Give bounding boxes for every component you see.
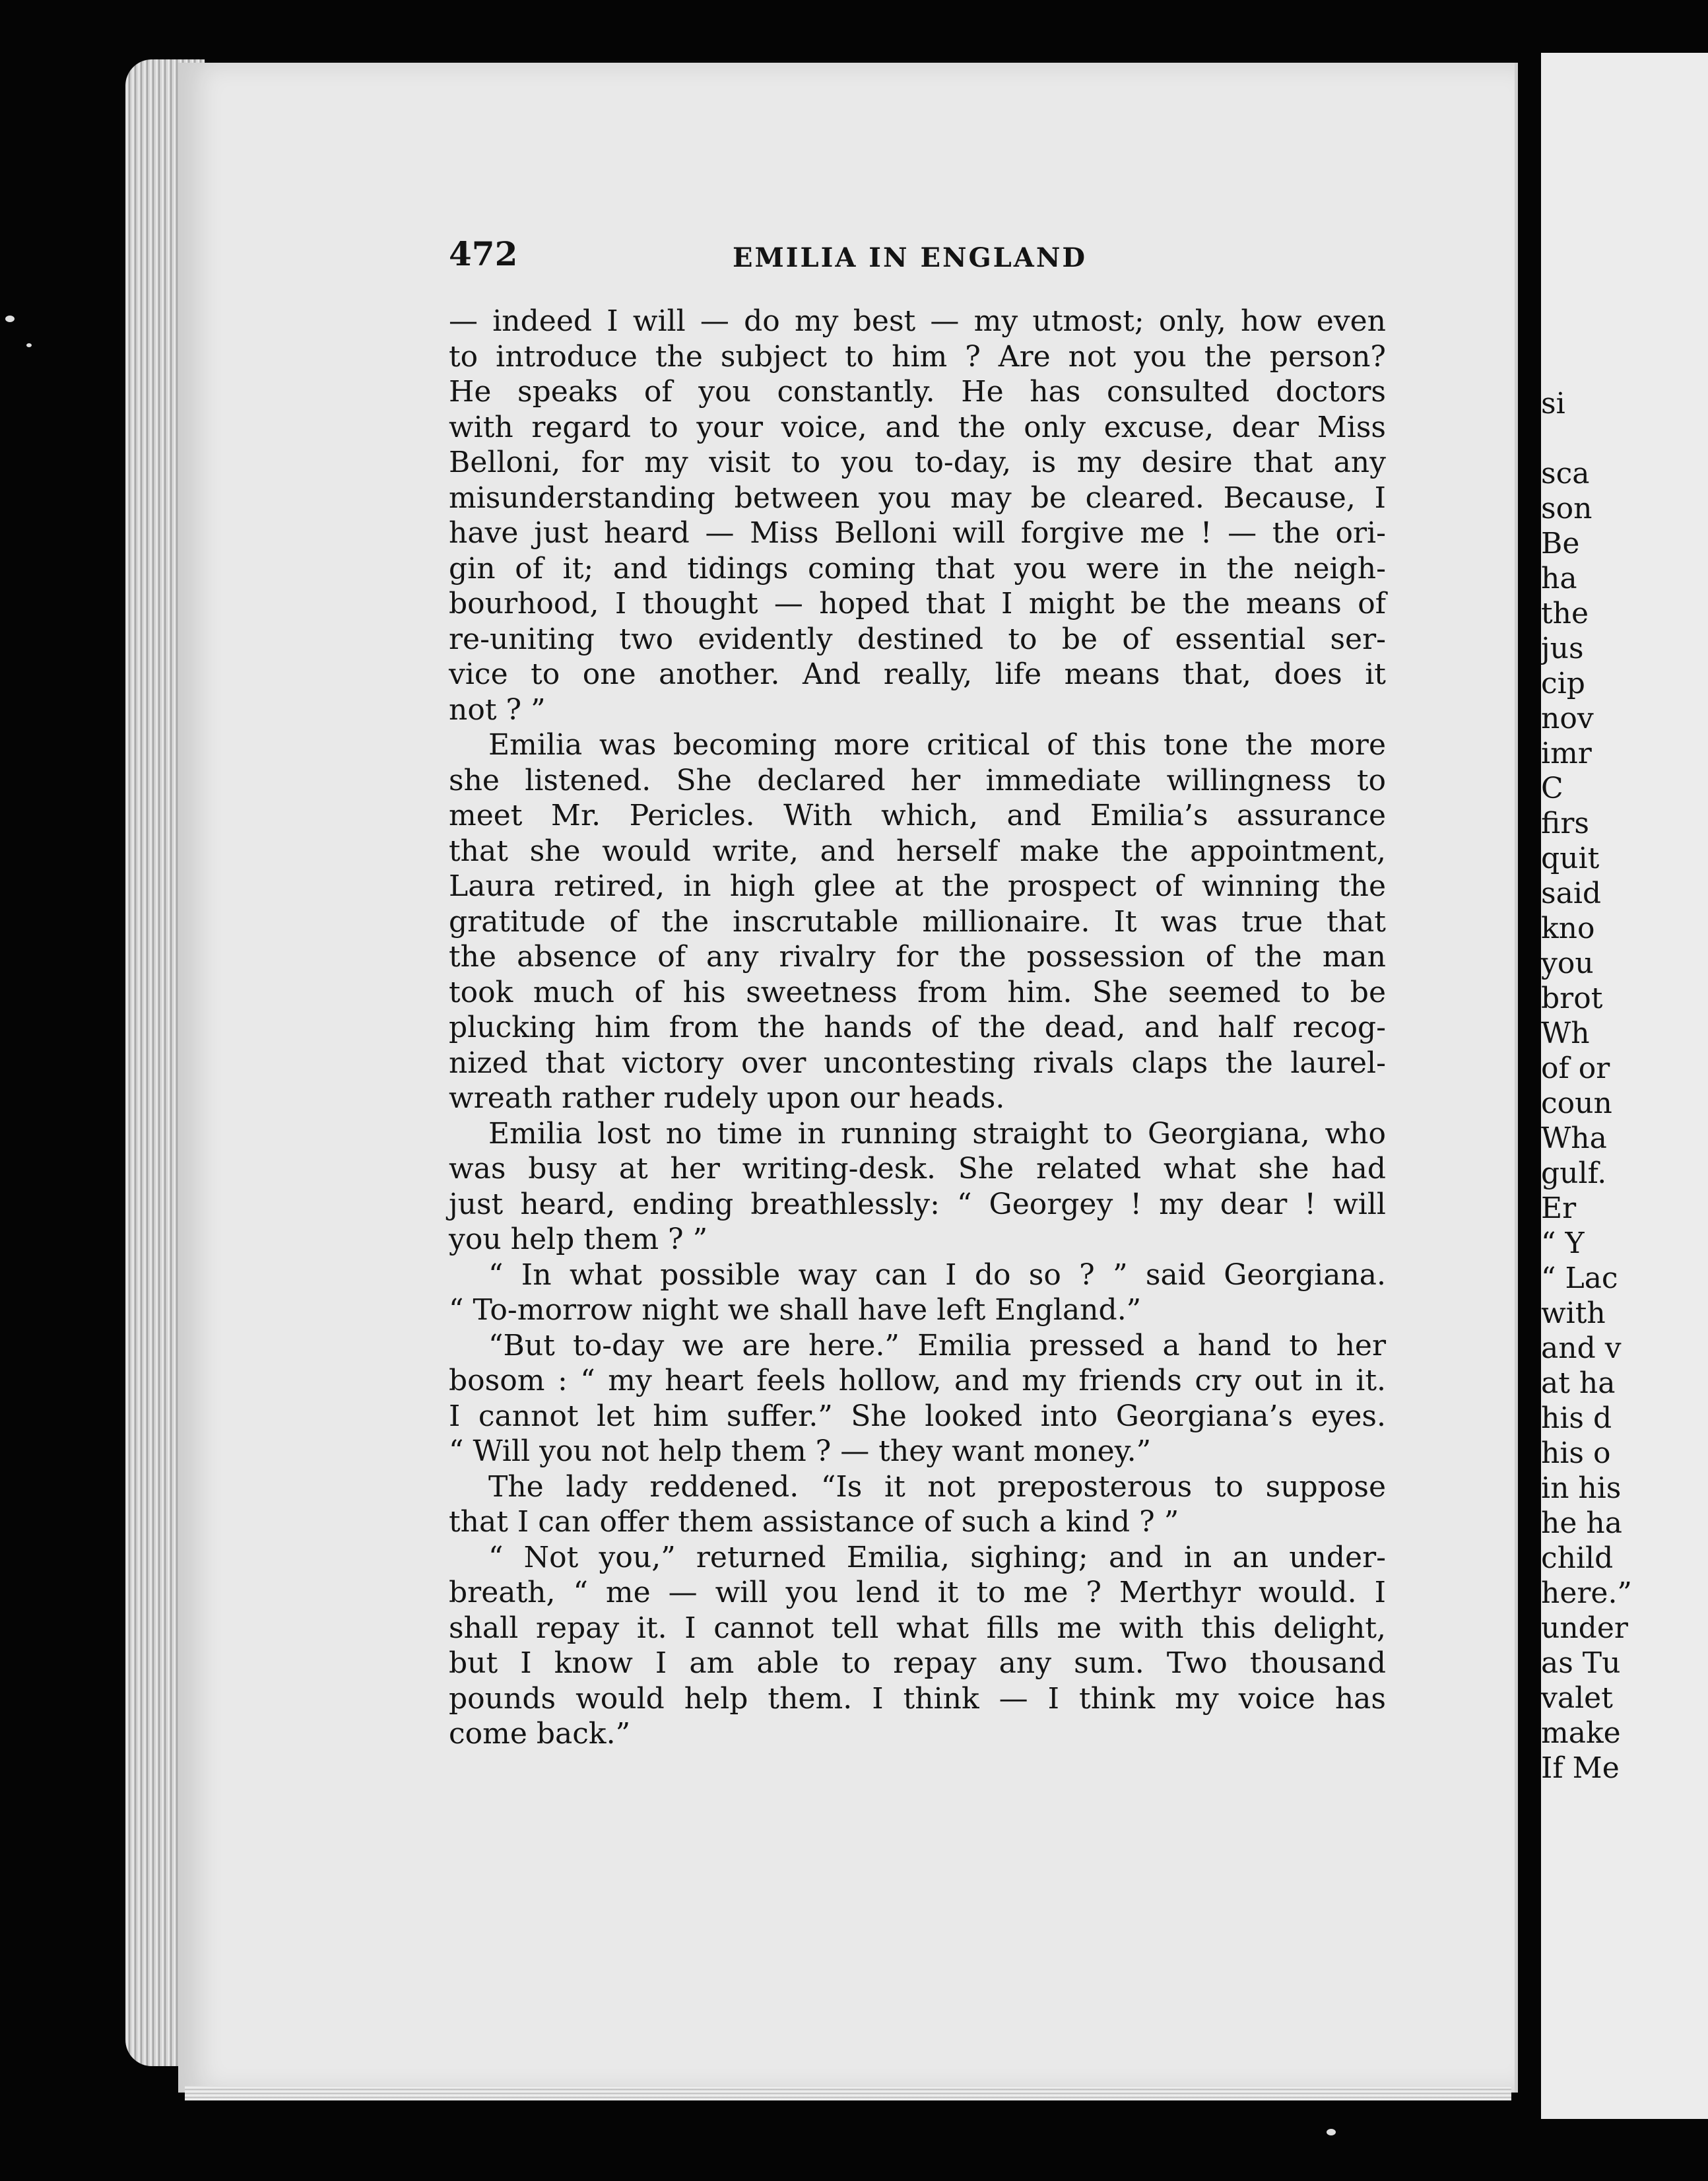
text-line: bourhood, I thought — hoped that I might be the means of bbox=[449, 587, 1386, 621]
facing-text-line: and v bbox=[1541, 1331, 1622, 1365]
text-line: the absence of any rivalry for the possession of the man bbox=[449, 940, 1386, 974]
facing-text-line: firs bbox=[1541, 807, 1589, 840]
text-line: shall repay it. I cannot tell what fills me with this delight, bbox=[449, 1611, 1386, 1645]
facing-text-line: Wha bbox=[1541, 1122, 1607, 1155]
text-line: took much of his sweetness from him. She seemed to be bbox=[449, 975, 1386, 1009]
text-line: The lady reddened. “Is it not preposterous to suppose bbox=[488, 1469, 1386, 1504]
facing-text-line: his d bbox=[1541, 1401, 1612, 1435]
facing-text-line: coun bbox=[1541, 1087, 1612, 1120]
page-number: 472 bbox=[449, 234, 518, 273]
text-line: vice to one another. And really, life means that, does it bbox=[449, 657, 1386, 691]
facing-text-line: as Tu bbox=[1541, 1646, 1621, 1680]
facing-text-line: Er bbox=[1541, 1191, 1577, 1225]
facing-text-line: cip bbox=[1541, 667, 1585, 700]
facing-text-line bbox=[1541, 421, 1708, 456]
facing-text-line: with bbox=[1541, 1296, 1606, 1330]
text-line: you help them ? ” bbox=[449, 1223, 708, 1256]
text-line: breath, “ me — will you lend it to me ? Merthyr would. I bbox=[449, 1576, 1386, 1609]
facing-text-line: imr bbox=[1541, 737, 1592, 770]
facing-text-line: quit bbox=[1541, 842, 1600, 875]
text-line: meet Mr. Pericles. With which, and Emilia’s assurance bbox=[449, 799, 1386, 832]
facing-text-line: at ha bbox=[1541, 1366, 1616, 1400]
facing-text-line: said bbox=[1541, 877, 1602, 910]
text-line: that she would write, and herself make the appointment, bbox=[449, 834, 1386, 868]
facing-text-line: Be bbox=[1541, 527, 1580, 560]
facing-text-line: gulf. bbox=[1541, 1157, 1607, 1190]
text-line: Emilia was becoming more critical of this tone the more bbox=[488, 728, 1386, 762]
text-line: she listened. She declared her immediate willingness to bbox=[449, 763, 1386, 797]
text-line: nized that victory over uncontesting rivals claps the laurel- bbox=[449, 1046, 1386, 1080]
facing-text-line: C bbox=[1541, 772, 1563, 805]
facing-text-line: valet bbox=[1541, 1681, 1613, 1715]
text-line: He speaks of you constantly. He has consulted doctors bbox=[449, 375, 1386, 409]
facing-text-line: kno bbox=[1541, 912, 1595, 945]
facing-text-line: son bbox=[1541, 492, 1593, 525]
text-line: “But to-day we are here.” Emilia pressed a hand to her bbox=[488, 1328, 1386, 1362]
facing-text-line: here.” bbox=[1541, 1576, 1632, 1610]
running-head bbox=[449, 234, 1386, 274]
facing-text-line: of or bbox=[1541, 1052, 1610, 1085]
text-line: with regard to your voice, and the only excuse, dear Miss bbox=[449, 410, 1386, 444]
text-line: I cannot let him suffer.” She looked into Georgiana’s eyes. bbox=[449, 1399, 1386, 1433]
text-line: plucking him from the hands of the dead, and half recog- bbox=[449, 1011, 1386, 1044]
text-line: was busy at her writing-desk. She related what she had bbox=[449, 1152, 1386, 1186]
facing-text-line: nov bbox=[1541, 702, 1594, 735]
facing-text-line: brot bbox=[1541, 982, 1603, 1015]
book-gutter bbox=[1518, 53, 1541, 2119]
text-line: wreath rather rudely upon our heads. bbox=[449, 1081, 1005, 1115]
text-line: Laura retired, in high glee at the prospect of winning the bbox=[449, 869, 1386, 903]
facing-text-line: the bbox=[1541, 597, 1589, 630]
scan-speck bbox=[26, 343, 32, 347]
facing-text-line: in his bbox=[1541, 1471, 1622, 1505]
text-line: “ Not you,” returned Emilia, sighing; and in an under- bbox=[488, 1540, 1386, 1574]
facing-text-line: he ha bbox=[1541, 1506, 1622, 1540]
facing-text-line: sca bbox=[1541, 457, 1590, 490]
text-line: Belloni, for my visit to you to-day, is my desire that any bbox=[449, 446, 1386, 479]
text-line: Emilia lost no time in running straight to Georgiana, who bbox=[488, 1116, 1386, 1151]
facing-page-fragment bbox=[1541, 53, 1708, 2119]
text-line: not ? ” bbox=[449, 692, 546, 727]
text-line: “ To-morrow night we shall have left England.” bbox=[449, 1293, 1142, 1327]
facing-text-line: you bbox=[1541, 947, 1594, 980]
text-line: pounds would help them. I think — I think my voice has bbox=[449, 1681, 1386, 1716]
facing-text-line: Wh bbox=[1541, 1017, 1590, 1050]
facing-text-line: ha bbox=[1541, 562, 1577, 595]
text-line: have just heard — Miss Belloni will forgive me ! — the ori- bbox=[449, 516, 1386, 550]
scan-speck bbox=[5, 316, 15, 322]
scan-speck bbox=[1327, 2129, 1336, 2135]
text-line: gratitude of the inscrutable millionaire. It was true that bbox=[449, 904, 1386, 939]
page-body-text bbox=[449, 304, 1386, 1752]
running-title: EMILIA IN ENGLAND bbox=[733, 242, 1088, 273]
text-line: “ Will you not help them ? — they want money.” bbox=[449, 1434, 1152, 1468]
text-line: misunderstanding between you may be cleared. Because, I bbox=[449, 481, 1386, 515]
text-line: — indeed I will — do my best — my utmost; only, how even bbox=[449, 304, 1386, 338]
text-line: re-uniting two evidently destined to be of essential ser- bbox=[449, 622, 1386, 656]
text-line: just heard, ending breathlessly: “ Georgey ! my dear ! will bbox=[449, 1187, 1386, 1221]
text-line: come back.” bbox=[449, 1717, 631, 1751]
facing-text-line: jus bbox=[1541, 632, 1584, 665]
text-line: bosom : “ my heart feels hollow, and my friends cry out in it. bbox=[449, 1364, 1386, 1397]
facing-text-line: make bbox=[1541, 1716, 1621, 1750]
facing-text-line: his o bbox=[1541, 1436, 1611, 1470]
facing-text-line: If Me bbox=[1541, 1751, 1620, 1785]
text-line: but I know I am able to repay any sum. Two thousand bbox=[449, 1646, 1386, 1680]
facing-page-text bbox=[1541, 386, 1708, 1786]
page-bottom-edge bbox=[185, 2086, 1511, 2100]
text-line: that I can offer them assistance of such a kind ? ” bbox=[449, 1505, 1179, 1539]
facing-text-line: under bbox=[1541, 1611, 1628, 1645]
text-line: “ In what possible way can I do so ? ” said Georgiana. bbox=[488, 1258, 1386, 1292]
facing-text-line: “ Lac bbox=[1541, 1261, 1618, 1295]
facing-text-line: child bbox=[1541, 1541, 1614, 1575]
facing-text-line: “ Y bbox=[1541, 1226, 1585, 1260]
text-line: to introduce the subject to him ? Are not you the person? bbox=[449, 339, 1386, 374]
text-line: gin of it; and tidings coming that you were in the neigh- bbox=[449, 551, 1386, 586]
facing-text-line: si bbox=[1541, 387, 1565, 420]
